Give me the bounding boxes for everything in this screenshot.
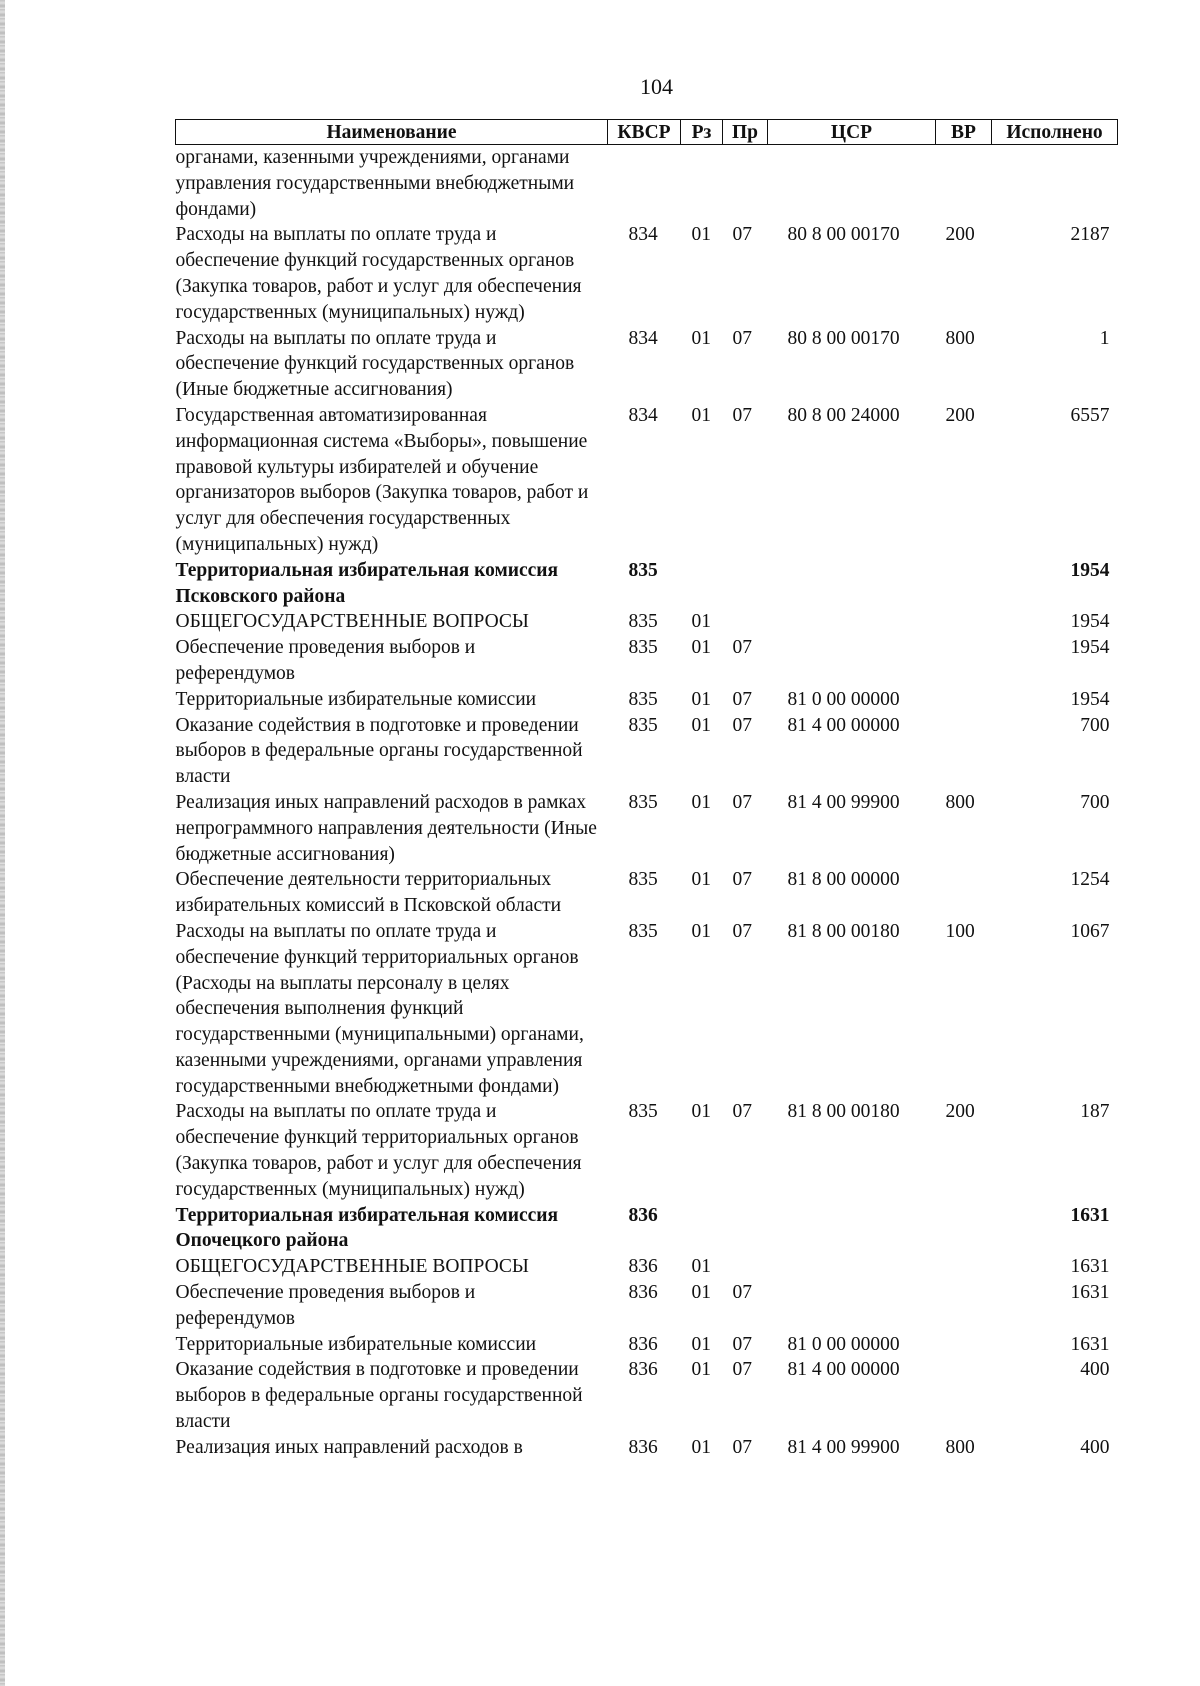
cell-vr: 200: [945, 224, 975, 246]
cell-name: ОБЩЕГОСУДАРСТВЕННЫЕ ВОПРОСЫ: [175, 1256, 529, 1278]
cell-rz: [681, 145, 723, 223]
cell-pr: 07: [732, 637, 752, 659]
table-row: [176, 919, 1118, 1100]
cell-name: Расходы на выплаты по оплате труда и обеспечение функций государственных органов (Иные бюджетные ассигнования): [175, 327, 575, 401]
header-csr: ЦСР: [768, 120, 936, 145]
cell-csr: [768, 635, 936, 687]
cell-sum: 1954: [1070, 637, 1110, 659]
header-row: [176, 120, 1118, 145]
table-row: [176, 1435, 1118, 1461]
table-row: [176, 222, 1118, 325]
cell-sum: 1954: [1070, 688, 1110, 710]
cell-sum: 1954: [1070, 611, 1110, 633]
table-row: [176, 403, 1118, 558]
table-row: [176, 326, 1118, 403]
page-number: 104: [640, 74, 673, 99]
table-row: [176, 1357, 1118, 1434]
cell-rz: 01: [691, 869, 711, 891]
cell-csr: [768, 609, 936, 635]
cell-name: Расходы на выплаты по оплате труда и обеспечение функций государственных органов (Закупка товаров, работ и услуг для обеспечения государственных (муниципальных) нужд): [175, 224, 582, 323]
cell-kvsr: 836: [628, 1436, 658, 1458]
scan-edge: [0, 0, 5, 1686]
table-row: [176, 1254, 1118, 1280]
cell-name: Территориальная избирательная комиссия Псковского района: [175, 559, 559, 607]
cell-kvsr: 834: [628, 224, 658, 246]
cell-rz: 01: [691, 404, 711, 426]
cell-rz: 01: [691, 1436, 711, 1458]
cell-name: органами, казенными учреждениями, органами управления государственными внебюджетными фондами): [175, 147, 575, 220]
cell-vr: [936, 1332, 992, 1358]
cell-vr: [936, 558, 992, 610]
cell-sum: 187: [1080, 1101, 1110, 1123]
cell-sum: 400: [1080, 1359, 1110, 1381]
cell-rz: 01: [691, 714, 711, 736]
cell-rz: [681, 1203, 723, 1255]
cell-name: Реализация иных направлений расходов в рамках непрограммного направления деятельности (Иные бюджетные ассигнования): [175, 791, 597, 865]
cell-csr: 81 0 00 00000: [787, 688, 900, 710]
cell-vr: 200: [945, 1101, 975, 1123]
cell-sum: 700: [1080, 714, 1110, 736]
cell-csr: 81 8 00 00180: [787, 920, 900, 942]
cell-vr: [936, 635, 992, 687]
table-row: [176, 790, 1118, 867]
cell-name: Обеспечение проведения выборов и референдумов: [175, 637, 476, 684]
cell-rz: 01: [691, 327, 711, 349]
cell-kvsr: 836: [628, 1204, 658, 1226]
cell-csr: 81 4 00 99900: [787, 1436, 900, 1458]
cell-name: Территориальная избирательная комиссия Опочецкого района: [175, 1204, 559, 1252]
cell-pr: [723, 609, 768, 635]
cell-vr: 800: [945, 791, 975, 813]
cell-pr: 07: [732, 869, 752, 891]
cell-kvsr: 835: [628, 611, 658, 633]
cell-pr: 07: [732, 1282, 752, 1304]
cell-pr: 07: [732, 1436, 752, 1458]
cell-name: Обеспечение проведения выборов и референдумов: [175, 1282, 476, 1329]
cell-csr: [768, 1254, 936, 1280]
cell-sum: 2187: [1070, 224, 1110, 246]
cell-name: Государственная автоматизированная информационная система «Выборы», повышение правовой культуры избирателей и обучение организаторов выборов (Закупка товаров, работ и услуг для обеспечения государственных (муниципальных) нужд): [175, 404, 589, 555]
cell-sum: 6557: [1070, 404, 1110, 426]
header-pr: Пр: [723, 120, 768, 145]
cell-vr: [936, 609, 992, 635]
cell-kvsr: 835: [628, 559, 658, 581]
cell-pr: 07: [732, 920, 752, 942]
cell-kvsr: 836: [628, 1256, 658, 1278]
cell-sum: 1067: [1070, 920, 1110, 942]
cell-pr: 07: [732, 1359, 752, 1381]
cell-sum: 1954: [1070, 559, 1110, 581]
cell-sum: 1631: [1070, 1204, 1110, 1226]
cell-csr: 80 8 00 24000: [787, 404, 900, 426]
cell-vr: [936, 687, 992, 713]
cell-kvsr: 836: [628, 1333, 658, 1355]
cell-vr: [936, 1357, 992, 1434]
cell-sum: 1: [1099, 327, 1110, 349]
cell-sum: 1631: [1070, 1256, 1110, 1278]
cell-csr: 81 0 00 00000: [787, 1333, 900, 1355]
cell-sum: 1254: [1070, 869, 1110, 891]
cell-csr: [768, 1203, 936, 1255]
table-row: [176, 1203, 1118, 1255]
cell-name: ОБЩЕГОСУДАРСТВЕННЫЕ ВОПРОСЫ: [175, 611, 529, 633]
cell-vr: 800: [945, 327, 975, 349]
cell-kvsr: 834: [628, 404, 658, 426]
cell-csr: [768, 1280, 936, 1332]
cell-rz: 01: [691, 688, 711, 710]
cell-pr: [723, 1254, 768, 1280]
cell-name: Территориальные избирательные комиссии: [175, 688, 537, 710]
cell-csr: [768, 558, 936, 610]
cell-rz: [681, 558, 723, 610]
cell-vr: [936, 867, 992, 919]
cell-csr: [768, 145, 936, 223]
table-row: [176, 687, 1118, 713]
cell-pr: [723, 558, 768, 610]
table-body: [176, 145, 1118, 1461]
cell-name: Оказание содействия в подготовке и проведении выборов в федеральные органы государственной власти: [175, 1359, 583, 1433]
cell-vr: 800: [945, 1436, 975, 1458]
cell-pr: 07: [732, 688, 752, 710]
cell-vr: [936, 713, 992, 790]
cell-rz: 01: [691, 611, 711, 633]
cell-pr: 07: [732, 714, 752, 736]
cell-name: Расходы на выплаты по оплате труда и обеспечение функций территориальных органов (Закупка товаров, работ и услуг для обеспечения государственных (муниципальных) нужд): [175, 1101, 582, 1200]
cell-name: Территориальные избирательные комиссии: [175, 1333, 537, 1355]
table-row: [176, 1280, 1118, 1332]
table-row: [176, 713, 1118, 790]
cell-rz: 01: [691, 1359, 711, 1381]
cell-kvsr: 835: [628, 920, 658, 942]
cell-csr: 81 8 00 00180: [787, 1101, 900, 1123]
cell-vr: [936, 1254, 992, 1280]
table-row: [176, 609, 1118, 635]
cell-pr: 07: [732, 404, 752, 426]
table-row: [176, 635, 1118, 687]
cell-name: Расходы на выплаты по оплате труда и обеспечение функций территориальных органов (Расходы на выплаты персоналу в целях обеспечения выполнения функций государственными (муниципальными) органами, казенными учреждениями, органами управления государственными внебюджетными фондами): [175, 920, 584, 1097]
table-row: [176, 145, 1118, 223]
cell-vr: 200: [945, 404, 975, 426]
cell-rz: 01: [691, 637, 711, 659]
cell-kvsr: 835: [628, 714, 658, 736]
header-sum: Исполнено: [992, 120, 1118, 145]
cell-kvsr: 835: [628, 791, 658, 813]
cell-pr: 07: [732, 224, 752, 246]
cell-kvsr: [608, 145, 681, 223]
cell-kvsr: 834: [628, 327, 658, 349]
cell-csr: 80 8 00 00170: [787, 327, 900, 349]
cell-sum: 1631: [1070, 1333, 1110, 1355]
cell-csr: 81 8 00 00000: [787, 869, 900, 891]
cell-csr: 81 4 00 00000: [787, 714, 900, 736]
cell-pr: [723, 1203, 768, 1255]
cell-vr: [936, 1280, 992, 1332]
cell-rz: 01: [691, 1333, 711, 1355]
cell-rz: 01: [691, 920, 711, 942]
cell-sum: [992, 145, 1118, 223]
cell-name: Реализация иных направлений расходов в: [175, 1436, 523, 1458]
cell-rz: 01: [691, 224, 711, 246]
cell-kvsr: 835: [628, 869, 658, 891]
table-row: [176, 867, 1118, 919]
header-vr: ВР: [936, 120, 992, 145]
cell-kvsr: 836: [628, 1359, 658, 1381]
cell-vr: 100: [945, 920, 975, 942]
cell-sum: 700: [1080, 791, 1110, 813]
cell-pr: [723, 145, 768, 223]
table-row: [176, 558, 1118, 610]
header-rz: Рз: [681, 120, 723, 145]
cell-sum: 1631: [1070, 1282, 1110, 1304]
cell-pr: 07: [732, 327, 752, 349]
cell-kvsr: 835: [628, 637, 658, 659]
table-row: [176, 1332, 1118, 1358]
cell-vr: [936, 1203, 992, 1255]
cell-vr: [936, 145, 992, 223]
cell-kvsr: 835: [628, 1101, 658, 1123]
cell-csr: 81 4 00 00000: [787, 1359, 900, 1381]
cell-pr: 07: [732, 1333, 752, 1355]
cell-kvsr: 836: [628, 1282, 658, 1304]
cell-csr: 80 8 00 00170: [787, 224, 900, 246]
header-name: Наименование: [176, 120, 608, 145]
table-row: [176, 1099, 1118, 1202]
cell-pr: 07: [732, 791, 752, 813]
budget-table: [175, 119, 1118, 1461]
cell-sum: 400: [1080, 1436, 1110, 1458]
cell-name: Обеспечение деятельности территориальных избирательных комиссий в Псковской области: [175, 869, 562, 917]
cell-pr: 07: [732, 1101, 752, 1123]
table-header: [176, 120, 1118, 145]
cell-kvsr: 835: [628, 688, 658, 710]
cell-rz: 01: [691, 1256, 711, 1278]
cell-name: Оказание содействия в подготовке и проведении выборов в федеральные органы государственной власти: [175, 714, 583, 788]
header-kvsr: КВСР: [608, 120, 681, 145]
cell-rz: 01: [691, 1282, 711, 1304]
cell-csr: 81 4 00 99900: [787, 791, 900, 813]
cell-rz: 01: [691, 1101, 711, 1123]
cell-rz: 01: [691, 791, 711, 813]
